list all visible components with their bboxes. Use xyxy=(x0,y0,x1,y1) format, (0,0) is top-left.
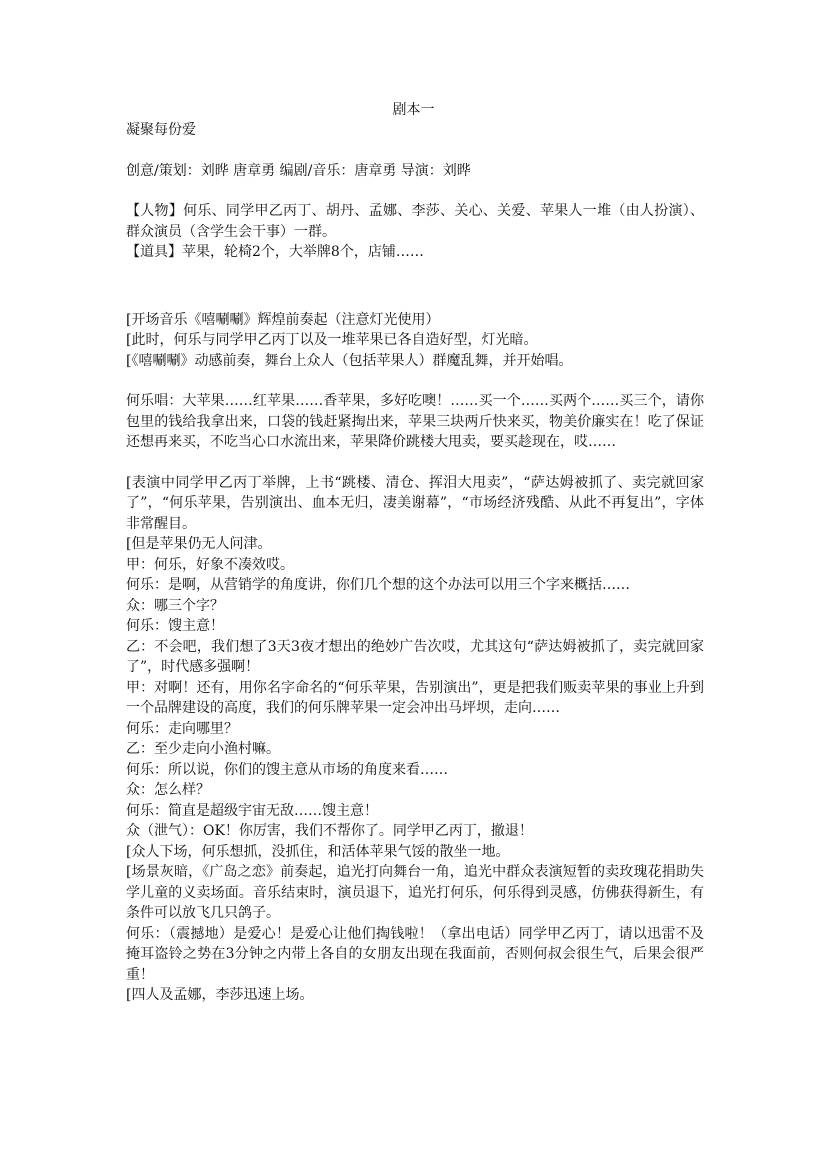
stage-direction: [众人下场，何乐想抓，没抓住，和活体苹果气馁的散坐一地。 xyxy=(126,843,510,860)
dialogue-line: 何乐：简直是超级宇宙无敌……馊主意！ xyxy=(126,802,378,819)
blank-line xyxy=(126,371,704,391)
stage-direction: [表演中同学甲乙丙丁举牌，上书“跳楼、清仓、挥泪大甩卖”，“萨达姆被抓了、卖完就回家了”，“何乐苹果，告别演出、血本无归，凄美谢幕”，“市场经济残酷、从此不再复出”，字体非常醒目。 xyxy=(126,474,704,532)
dialogue-line: 众：哪三个字？ xyxy=(126,597,224,614)
document-body xyxy=(126,120,704,1006)
dialogue-line: 乙：不会吧，我们想了3天3夜才想出的绝妙广告次哎，尤其这句“萨达姆被抓了，卖完就回家了”，时代感多强啊！ xyxy=(126,638,704,675)
stage-direction: [此时，何乐与同学甲乙丙丁以及一堆苹果已各自造好型，灯光暗。 xyxy=(126,332,538,348)
subtitle: 凝聚每份爱 xyxy=(126,122,196,138)
stage-direction: [场景灰暗，《广岛之恋》前奏起，追光打向舞台一角，追光中群众表演短暂的卖玫瑰花捐助失学儿童的义卖场面。音乐结束时，演员退下，追光打何乐，何乐得到灵感，仿佛获得新生，有条件可以放飞几只鸽子。 xyxy=(126,864,704,921)
dialogue-line: 甲：对啊！还有，用你名字命名的“何乐苹果，告别演出”，更是把我们贩卖苹果的事业上升到一个品牌建设的高度，我们的何乐牌苹果一定会冲出马坪坝，走向…… xyxy=(126,679,704,716)
credits-line: 创意/策划：刘晔 唐章勇 编剧/音乐：唐章勇 导演：刘晔 xyxy=(126,162,471,179)
props-paragraph: 【道具】苹果，轮椅2个，大举牌8个，店铺…… xyxy=(126,244,424,260)
characters-paragraph: 【人物】何乐、同学甲乙丙丁、胡丹、孟娜、李莎、关心、关爱、苹果人一堆（由人扮演）、群众演员（含学生会干事）一群。 xyxy=(126,203,704,240)
dialogue-line: 众（泄气）：OK！你厉害，我们不帮你了。同学甲乙丙丁，撤退！ xyxy=(126,823,533,839)
blank-line xyxy=(126,181,704,201)
page-title: 剧本一 xyxy=(392,102,435,118)
dialogue-line: 何乐：走向哪里？ xyxy=(126,720,238,737)
stage-direction: [四人及孟娜，李莎迅速上场。 xyxy=(126,987,314,1003)
dialogue-line: 何乐：馊主意！ xyxy=(126,618,224,634)
blank-line xyxy=(126,141,704,161)
blank-line xyxy=(126,453,704,473)
stage-direction: [《嘻唰唰》动感前奏，舞台上众人（包括苹果人）群魔乱舞，并开始唱。 xyxy=(126,352,573,369)
dialogue-line: 甲：何乐，好象不凑效哎。 xyxy=(126,556,294,573)
dialogue-line: 何乐：（震撼地）是爱心！是爱心让他们掏钱啦！（拿出电话）同学甲乙丙丁，请以迅雷不及掩耳盗铃之势在3分钟之内带上各自的女朋友出现在我面前，否则何叔会很生气，后果会很严重！ xyxy=(126,925,704,983)
dialogue-line: 乙：至少走向小渔村嘛。 xyxy=(126,741,280,757)
dialogue-line: 何乐：是啊，从营销学的角度讲，你们几个想的这个办法可以用三个字来概括…… xyxy=(126,577,630,593)
song-lyrics: 何乐唱：大苹果……红苹果……香苹果，多好吃噢！……买一个……买两个……买三个，请你包里的钱给我拿出来，口袋的钱赶紧掏出来，苹果三块两斤快来买，物美价廉实在！吃了保证还想再来买，不吃当心口水流出来，苹果降价跳楼大甩卖，要买趁现在，哎…… xyxy=(126,393,704,450)
stage-direction: [开场音乐《嘻唰唰》辉煌前奏起（注意灯光使用） xyxy=(126,311,440,328)
dialogue-line: 众：怎么样？ xyxy=(126,782,210,798)
dialogue-line: 何乐：所以说，你们的馊主意从市场的角度来看…… xyxy=(126,761,448,778)
blank-line xyxy=(126,263,704,310)
stage-direction: [但是苹果仍无人问津。 xyxy=(126,536,272,552)
